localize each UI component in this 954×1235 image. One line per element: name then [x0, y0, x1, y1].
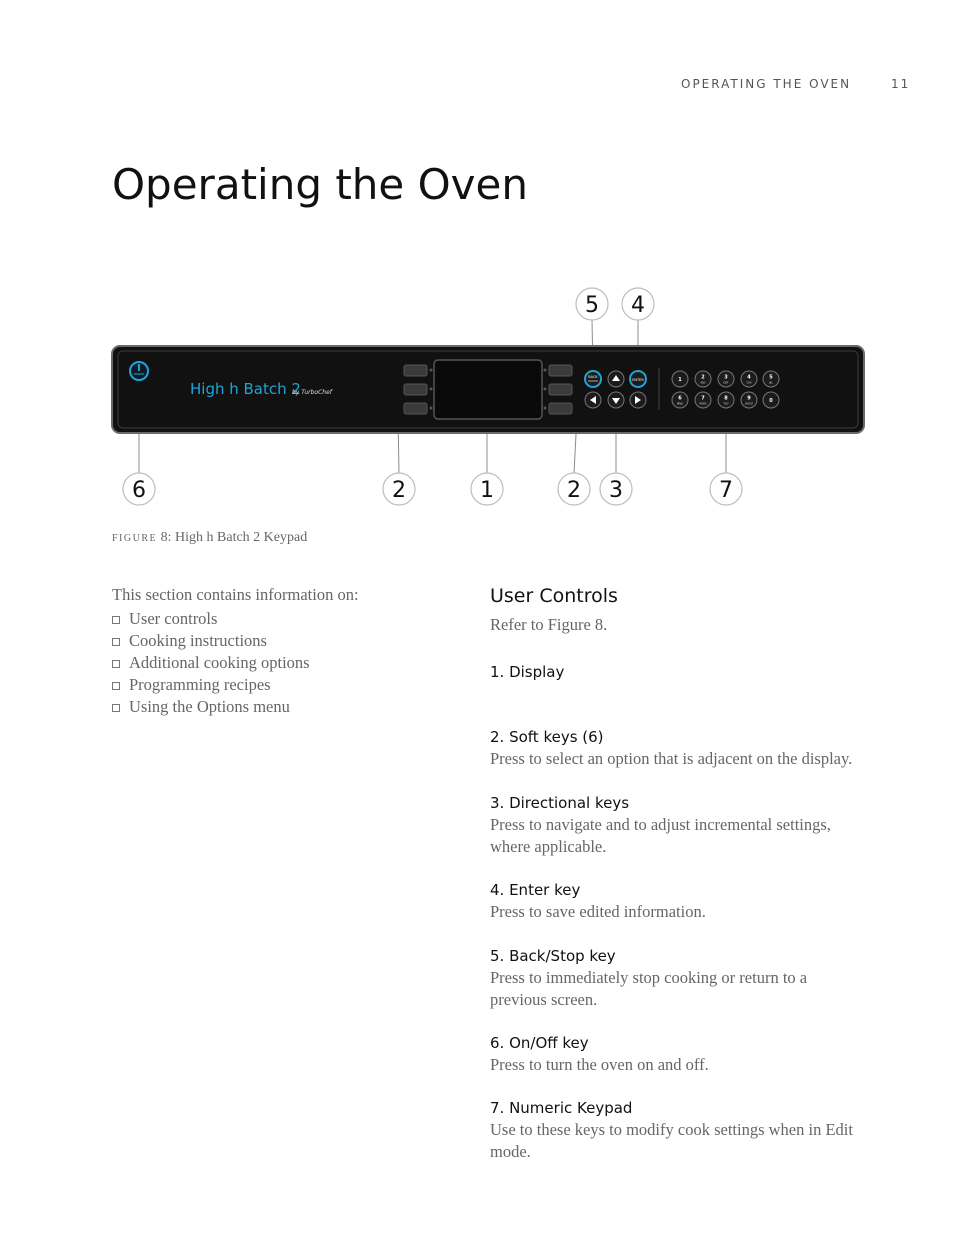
- numeric-key-letters: GHI: [746, 381, 752, 385]
- callout-5: [576, 288, 608, 320]
- numeric-key-letters: JKL: [769, 381, 773, 385]
- up-key[interactable]: [608, 371, 624, 387]
- keypad-figure: [0, 280, 954, 520]
- list-item-label: Programming recipes: [129, 675, 271, 694]
- control-title: 7. Numeric Keypad: [490, 1099, 633, 1117]
- square-bullet-icon: [112, 616, 120, 624]
- left-key[interactable]: [585, 392, 601, 408]
- control-item-directional-keys: [490, 794, 860, 858]
- brand-byline: by TurboChef: [292, 389, 332, 396]
- numeric-key-letters: MNO: [676, 402, 684, 406]
- list-item-label: User controls: [129, 609, 218, 628]
- control-description: Press to navigate and to adjust incremental settings, where applicable.: [490, 815, 831, 856]
- callout-2: [558, 473, 590, 505]
- numeric-key-digit: 1: [678, 376, 682, 383]
- section-intro: [112, 585, 442, 718]
- numeric-key-digit: 9: [747, 395, 751, 402]
- control-title: 1. Display: [490, 663, 565, 681]
- callout-1: [471, 473, 503, 505]
- control-title: 4. Enter key: [490, 881, 581, 899]
- list-item: [112, 652, 442, 674]
- list-item-label: Additional cooking options: [129, 653, 310, 672]
- callout-7: [710, 473, 742, 505]
- page-title: Operating the Oven: [112, 160, 528, 209]
- down-key[interactable]: [608, 392, 624, 408]
- control-item-display: [490, 663, 860, 683]
- on-off-key[interactable]: [130, 362, 148, 380]
- numeric-key-digit: 2: [701, 374, 705, 381]
- list-item: [112, 608, 442, 630]
- control-title: 3. Directional keys: [490, 794, 630, 812]
- numeric-key-1[interactable]: [672, 371, 688, 387]
- numeric-key-2[interactable]: [695, 371, 711, 387]
- control-title: 6. On/Off key: [490, 1034, 589, 1052]
- back-key-label: BACK: [588, 375, 598, 379]
- list-item: [112, 696, 442, 718]
- control-item-numeric-keypad: [490, 1099, 860, 1163]
- figure-caption: [112, 530, 307, 546]
- numeric-key-4[interactable]: [741, 371, 757, 387]
- callout-number: 4: [631, 293, 645, 318]
- soft-key[interactable]: [549, 384, 572, 395]
- callout-4: [622, 288, 654, 320]
- soft-key[interactable]: [404, 384, 427, 395]
- page-number: 11: [891, 77, 911, 91]
- numeric-key-0[interactable]: [763, 392, 779, 408]
- control-description: Use to these keys to modify cook settings when in Edit mode.: [490, 1120, 853, 1161]
- square-bullet-icon: [112, 638, 120, 646]
- numeric-key-letters: DEF: [723, 381, 729, 385]
- square-bullet-icon: [112, 682, 120, 690]
- soft-key[interactable]: [404, 365, 427, 376]
- running-header: OPERATING THE OVEN: [681, 77, 852, 91]
- callout-number: 2: [392, 478, 406, 503]
- square-bullet-icon: [112, 660, 120, 668]
- display-screen: [434, 360, 542, 419]
- brand-name: High h Batch 2: [190, 380, 301, 398]
- numeric-key-digit: 6: [678, 395, 682, 402]
- control-item-enter-key: [490, 881, 860, 923]
- figure-reference: Refer to Figure 8.: [490, 615, 608, 634]
- numeric-key-letters: WXYZ: [745, 402, 753, 406]
- numeric-key-digit: 0: [769, 397, 773, 404]
- numeric-key-5[interactable]: [763, 371, 779, 387]
- control-item-soft-keys: [490, 728, 860, 770]
- numeric-key-letters: PQRS: [699, 402, 707, 406]
- enter-key-label: ENTER: [632, 378, 644, 382]
- intro-lead: This section contains information on:: [112, 585, 359, 604]
- numeric-key-7[interactable]: [695, 392, 711, 408]
- square-bullet-icon: [112, 704, 120, 712]
- numeric-key-digit: 4: [747, 374, 751, 381]
- list-item: [112, 674, 442, 696]
- right-key[interactable]: [630, 392, 646, 408]
- control-description: Press to select an option that is adjacent on the display.: [490, 749, 853, 768]
- callout-number: 1: [480, 478, 494, 503]
- figure-caption-text: 8: High h Batch 2 Keypad: [160, 530, 308, 545]
- callout-3: [600, 473, 632, 505]
- numeric-key-letters: ABC: [700, 381, 706, 385]
- figure-caption-label: figure: [112, 530, 158, 545]
- numeric-key-letters: TUV: [723, 402, 729, 406]
- callout-number: 3: [609, 478, 623, 503]
- control-item-back-stop-key: [490, 947, 860, 1011]
- user-controls-section: [490, 585, 860, 1161]
- numeric-key-8[interactable]: [718, 392, 734, 408]
- numeric-key-digit: 7: [701, 395, 705, 402]
- callout-number: 2: [567, 478, 581, 503]
- control-description: Press to save edited information.: [490, 902, 706, 921]
- numeric-key-digit: 3: [724, 374, 728, 381]
- list-item-label: Cooking instructions: [129, 631, 267, 650]
- callout-number: 6: [132, 478, 146, 503]
- control-title: 5. Back/Stop key: [490, 947, 616, 965]
- callout-2: [383, 473, 415, 505]
- control-item-on-off-key: [490, 1034, 860, 1076]
- control-description: Press to immediately stop cooking or return to a previous screen.: [490, 968, 808, 1009]
- numeric-key-digit: 8: [724, 395, 728, 402]
- numeric-key-3[interactable]: [718, 371, 734, 387]
- callout-number: 5: [585, 293, 599, 318]
- callout-number: 7: [719, 478, 733, 503]
- numeric-key-6[interactable]: [672, 392, 688, 408]
- section-heading: User Controls: [490, 585, 618, 607]
- callout-6: [123, 473, 155, 505]
- list-item: [112, 630, 442, 652]
- soft-key[interactable]: [404, 403, 427, 414]
- control-description: Press to turn the oven on and off.: [490, 1055, 709, 1074]
- soft-key[interactable]: [549, 365, 572, 376]
- enter-key[interactable]: [630, 371, 646, 387]
- list-item-label: Using the Options menu: [129, 697, 290, 716]
- back-stop-key[interactable]: [585, 371, 601, 387]
- numeric-key-9[interactable]: [741, 392, 757, 408]
- topic-list: [112, 608, 442, 718]
- numeric-key-digit: 5: [769, 374, 773, 381]
- control-title: 2. Soft keys (6): [490, 728, 604, 746]
- soft-key[interactable]: [549, 403, 572, 414]
